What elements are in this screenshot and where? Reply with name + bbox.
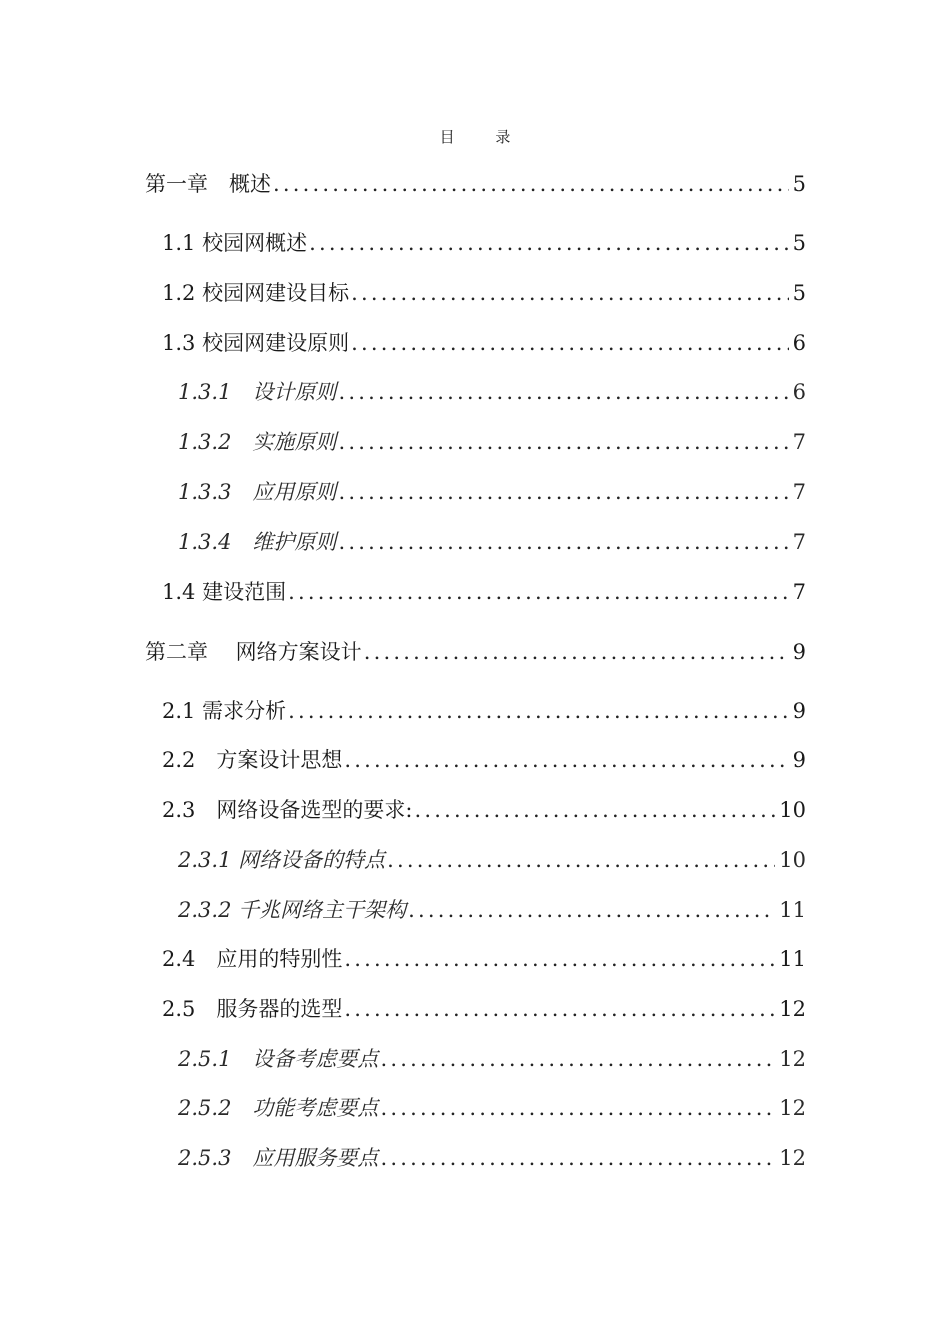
toc-page-number: 10 [779, 798, 806, 822]
toc-entry-title: 2.4 应用的特别性 [162, 947, 343, 971]
toc-page-number: 12 [779, 1047, 806, 1071]
toc-entry-title: 1.3.4 维护原则 [178, 530, 337, 554]
toc-entry-section-1-2[interactable] [162, 278, 806, 308]
dot-leader [273, 169, 789, 199]
toc-entry-title: 2.2 方案设计思想 [162, 748, 343, 772]
toc-entry-title: 第一章 概述 [145, 172, 271, 196]
dot-leader [380, 1044, 775, 1074]
toc-entry-subsection-1-3-3[interactable] [178, 477, 806, 507]
toc-page-number: 11 [779, 947, 806, 971]
dot-leader [408, 895, 775, 925]
toc-entry-section-2-4[interactable] [162, 944, 806, 974]
toc-entry-title: 1.3.1 设计原则 [178, 380, 337, 404]
toc-entry-title: 2.5.1 设备考虑要点 [178, 1047, 379, 1071]
dot-leader [351, 278, 789, 308]
toc-page-number: 12 [779, 1146, 806, 1170]
toc-entry-subsection-1-3-2[interactable] [178, 427, 806, 457]
toc-entry-section-1-3[interactable] [162, 328, 806, 358]
toc-entry-title: 1.3 校园网建设原则 [162, 331, 350, 355]
toc-entry-title: 2.3 网络设备选型的要求: [162, 798, 413, 822]
toc-page-number: 9 [792, 748, 806, 772]
toc-entry-title: 2.5.2 功能考虑要点 [178, 1096, 379, 1120]
toc-entry-chapter-2[interactable] [145, 637, 806, 667]
toc-page-number: 6 [792, 331, 806, 355]
dot-leader [338, 477, 788, 507]
toc-entry-subsection-2-5-1[interactable] [178, 1044, 806, 1074]
toc-entry-chapter-1[interactable] [145, 169, 806, 199]
toc-entry-subsection-2-5-3[interactable] [178, 1143, 806, 1173]
toc-page-number: 7 [792, 580, 806, 604]
toc-page-number: 5 [792, 231, 806, 255]
toc-entry-subsection-1-3-1[interactable] [178, 377, 806, 407]
dot-leader [380, 1143, 775, 1173]
toc-entry-subsection-1-3-4[interactable] [178, 527, 806, 557]
toc-page-number: 5 [792, 172, 806, 196]
dot-leader [364, 637, 789, 667]
toc-entry-section-2-2[interactable] [162, 745, 806, 775]
toc-heading: 目 录 [439, 128, 529, 146]
dot-leader [309, 228, 789, 258]
toc-page-number: 7 [792, 530, 806, 554]
toc-entry-title: 1.1 校园网概述 [162, 231, 308, 255]
dot-leader [338, 377, 788, 407]
toc-entry-section-2-5[interactable] [162, 994, 806, 1024]
toc-entry-title: 2.1 需求分析 [162, 699, 287, 723]
toc-entry-subsection-2-5-2[interactable] [178, 1093, 806, 1123]
toc-entry-section-2-3[interactable] [162, 795, 806, 825]
toc-entry-title: 2.3.1 网络设备的特点 [178, 848, 386, 872]
toc-entry-title: 1.4 建设范围 [162, 580, 287, 604]
toc-entry-subsection-2-3-2[interactable] [178, 895, 806, 925]
dot-leader [338, 427, 788, 457]
dot-leader [338, 527, 788, 557]
dot-leader [387, 845, 775, 875]
toc-page-number: 10 [779, 848, 806, 872]
toc-page-number: 5 [792, 281, 806, 305]
toc-entry-title: 2.5.3 应用服务要点 [178, 1146, 379, 1170]
toc-page-number: 9 [792, 640, 806, 664]
toc-page-number: 12 [779, 997, 806, 1021]
toc-entry-section-2-1[interactable] [162, 696, 806, 726]
toc-entry-section-1-4[interactable] [162, 577, 806, 607]
toc-entry-title: 1.3.2 实施原则 [178, 430, 337, 454]
toc-page-number: 6 [792, 380, 806, 404]
dot-leader [288, 696, 789, 726]
toc-page-number: 7 [792, 480, 806, 504]
toc-page-number: 7 [792, 430, 806, 454]
dot-leader [351, 328, 789, 358]
dot-leader [344, 994, 775, 1024]
toc-entry-title: 第二章 网络方案设计 [145, 640, 362, 664]
toc-page-number: 11 [779, 898, 806, 922]
toc-entry-title: 2.5 服务器的选型 [162, 997, 343, 1021]
toc-entry-subsection-2-3-1[interactable] [178, 845, 806, 875]
dot-leader [288, 577, 789, 607]
toc-entry-title: 2.3.2 千兆网络主干架构 [178, 898, 407, 922]
toc-entry-title: 1.2 校园网建设目标 [162, 281, 350, 305]
toc-entry-title: 1.3.3 应用原则 [178, 480, 337, 504]
dot-leader [380, 1093, 775, 1123]
dot-leader [414, 795, 775, 825]
dot-leader [344, 944, 775, 974]
dot-leader [344, 745, 788, 775]
toc-entry-section-1-1[interactable] [162, 228, 806, 258]
toc-page-number: 12 [779, 1096, 806, 1120]
toc-page-number: 9 [792, 699, 806, 723]
